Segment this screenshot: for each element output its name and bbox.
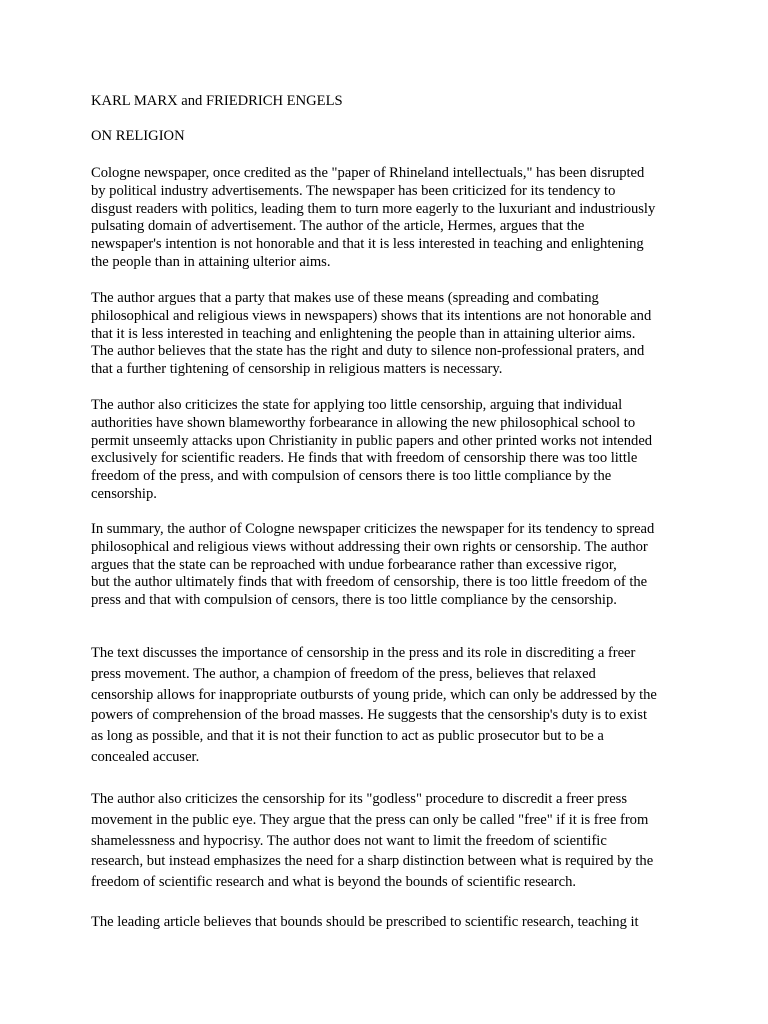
document-title: ON RELIGION — [91, 128, 185, 144]
text-line: powers of comprehension of the broad masses. He suggests that the censorship's duty is to exist — [91, 707, 648, 724]
paragraph-text — [91, 290, 691, 379]
text-line: shamelessness and hypocrisy. The author does not want to limit the freedom of scientific — [91, 832, 607, 849]
paragraph-6 — [91, 789, 691, 893]
paragraph-text — [91, 165, 691, 272]
text-line: that it is less interested in teaching and enlightening the people than in attaining ulterior aims. — [91, 325, 636, 342]
paragraph-4 — [91, 521, 691, 610]
text-line: authorities have shown blameworthy forbearance in allowing the new philosophical school to — [91, 414, 636, 431]
text-line: permit unseemly attacks upon Christianity in public papers and other printed works not intended — [91, 432, 653, 449]
text-line: movement in the public eye. They argue that the press can only be called "free" if it is free from — [91, 811, 649, 828]
paragraph-text — [91, 789, 691, 893]
text-line: In summary, the author of Cologne newspaper criticizes the newspaper for its tendency to spread — [91, 521, 655, 537]
text-line: The author also criticizes the state for applying too little censorship, arguing that individual — [91, 397, 623, 413]
paragraph-5 — [91, 643, 691, 768]
paragraph-text — [91, 521, 691, 610]
text-line: The text discusses the importance of censorship in the press and its role in discrediting a freer — [91, 645, 636, 661]
text-line: philosophical and religious views in newspapers) shows that its intentions are not honorable and — [91, 307, 652, 324]
text-line: The leading article believes that bounds should be prescribed to scientific research, teaching it — [91, 914, 639, 930]
text-line: The author believes that the state has the right and duty to silence non-professional praters, and — [91, 343, 645, 360]
text-line: argues that the state can be reproached with undue forbearance rather than excessive rigor, — [91, 556, 617, 573]
text-line: freedom of scientific research and what is beyond the bounds of scientific research. — [91, 874, 576, 891]
paragraph-2 — [91, 290, 691, 379]
text-line: newspaper's intention is not honorable and that it is less interested in teaching and enlightening — [91, 236, 644, 253]
paragraph-1 — [91, 165, 691, 272]
text-line: but the author ultimately finds that with freedom of censorship, there is too little freedom of the — [91, 574, 648, 591]
paragraph-3 — [91, 397, 691, 504]
paragraph-text — [91, 397, 691, 504]
text-line: the people than in attaining ulterior aims. — [91, 253, 331, 270]
text-line: as long as possible, and that it is not their function to act as public prosecutor but to be a — [91, 728, 604, 745]
author-line — [91, 93, 691, 111]
paragraph-text — [91, 643, 691, 768]
text-line: that a further tightening of censorship in religious matters is necessary. — [91, 361, 503, 378]
text-line: pulsating domain of advertisement. The author of the article, Hermes, argues that the — [91, 218, 585, 235]
text-line: press movement. The author, a champion of freedom of the press, believes that relaxed — [91, 665, 596, 682]
text-line: concealed accuser. — [91, 748, 200, 765]
text-line: The author argues that a party that makes use of these means (spreading and combating — [91, 290, 599, 306]
text-line: press and that with compulsion of censors, there is too little compliance by the censorship. — [91, 592, 617, 609]
text-line: freedom of the press, and with compulsion of censors there is too little compliance by the — [91, 468, 612, 485]
paragraph-7 — [91, 912, 691, 933]
text-line: censorship. — [91, 485, 157, 502]
text-line: censorship allows for inappropriate outbursts of young pride, which can only be addressed by the — [91, 686, 657, 703]
text-line: The author also criticizes the censorship for its "godless" procedure to discredit a freer press — [91, 791, 627, 807]
text-line: disgust readers with politics, leading them to turn more eagerly to the luxuriant and industriously — [91, 200, 656, 217]
text-line: philosophical and religious views without addressing their own rights or censorship. The author — [91, 538, 648, 555]
title-block — [91, 128, 691, 146]
paragraph-text — [91, 912, 691, 933]
text-line: Cologne newspaper, once credited as the "paper of Rhineland intellectuals," has been disrupted — [91, 165, 645, 181]
text-line: by political industry advertisements. The newspaper has been criticized for its tendency to — [91, 182, 616, 199]
text-line: exclusively for scientific readers. He finds that with freedom of censorship there was too little — [91, 450, 638, 467]
text-line: research, but instead emphasizes the need for a sharp distinction between what is required by the — [91, 853, 654, 870]
author-heading: KARL MARX and FRIEDRICH ENGELS — [91, 93, 343, 109]
